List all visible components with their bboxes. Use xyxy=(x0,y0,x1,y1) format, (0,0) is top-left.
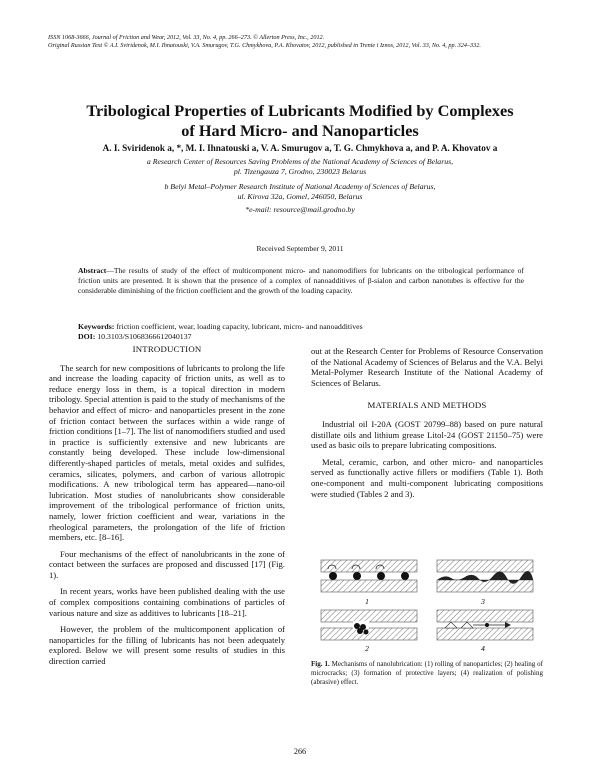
introduction-heading: INTRODUCTION xyxy=(132,344,202,354)
panel-4-polishing xyxy=(437,610,533,640)
abstract-label: Abstract xyxy=(78,266,107,275)
doi-label: DOI: xyxy=(78,332,96,342)
panel-label-2: 2 xyxy=(365,644,369,653)
affiliation-b-line-2: ul. Kirova 32a, Gomel, 246050, Belarus xyxy=(237,192,363,201)
paper-title xyxy=(60,101,540,141)
right-paragraph-0: out at the Research Center for Problems of Resource Conservation of the National Academy of Sciences of Belarus and the V.A. Belyi Metal-Polymer Research Institute of the National Academy of Sciences of Belarus. xyxy=(311,346,543,388)
caption-label: Fig. 1. xyxy=(311,660,330,668)
panel-label-1: 1 xyxy=(365,597,369,606)
keywords-block xyxy=(78,322,524,342)
keywords-text: friction coefficient, wear, loading capacity, lubricant, micro- and nanoadditives xyxy=(114,322,363,331)
methods-paragraph-1: Industrial oil I-20A (GOST 20799–88) based on pure natural distillate oils and lithium grease Litol-24 (GOST 21150–75) were used as basic oils to prepare lubricating compositions. xyxy=(311,418,543,451)
title-line-1: Tribological Properties of Lubricants Modified by Complexes xyxy=(86,101,514,120)
page-number: 266 xyxy=(293,747,307,756)
materials-methods-heading: MATERIALS AND METHODS xyxy=(367,400,487,411)
methods-paragraph-2: Metal, ceramic, carbon, and other micro- and nanoparticles served as functionally active fillers or modifiers (Table 1). Both one-component and multi-component lubricating compositions were studied (Tables 2 and 3). xyxy=(311,456,543,499)
left-column xyxy=(49,344,285,673)
header-line-1: ISSN 1068-3666, Journal of Friction and Wear, 2012, Vol. 33, No. 4, pp. 266–273. © Allerton Press, Inc., 2012. xyxy=(48,34,325,41)
panel-1-rolling xyxy=(321,560,417,592)
figure-caption xyxy=(311,660,543,687)
panel-label-3: 3 xyxy=(481,597,485,606)
intro-paragraph-3: In recent years, works have been published dealing with the use of complex compositions containing combinations of particles of various nature and size as additives to lubricants [18–21]. xyxy=(49,586,285,618)
intro-paragraph-4: However, the problem of the multicomponent application of nanoparticles for the filling of lubricants has not been adequately explored. Below we will present some results of studies in this direction carried xyxy=(49,624,285,667)
doi-text: 10.3103/S1068366612040137 xyxy=(95,332,192,342)
keywords-label: Keywords: xyxy=(78,322,115,331)
panel-2-healing xyxy=(321,610,417,640)
authors: A. I. Sviridenok a, *, M. I. Ihnatouski a, V. A. Smurugov a, T. G. Chmykhova a, and P. A. Khovatov a xyxy=(102,143,498,153)
panel-label-4: 4 xyxy=(481,644,485,653)
affiliation-a xyxy=(60,157,540,177)
intro-paragraph-2: Four mechanisms of the effect of nanolubricants in the zone of contact between the surfaces are proposed and discussed [17] (Fig. 1). xyxy=(49,548,285,580)
intro-paragraph-1: The search for new compositions of lubricants to prolong the life and increase the loading capacity of friction units, as well as to reduce energy loss in them, is a topical direction in modern tribology. Special attention is paid to the study of mechanisms of the behavior and effect of micro- and nanoparticles present in the zone of friction contact between the surfaces within a wide range of friction conditions [1–7]. The list of nanomodifiers studied and used in practice is sufficiently extensive and new lubricants are constantly being developed. These include low-dimensional differently-shaped particles of metals, metal oxides and sulfides, ceramics, silicates, polymers, and carbon of various allotropic modifications. A new tribological term has appeared—nano-oil lubrication. Most studies of nanolubricants show considerable improvement of the tribological performance of friction units, namely, lower friction coefficient and wear, variations in the rheological parameters, the prolongation of the life of friction members, etc. [8–16]. xyxy=(49,362,285,543)
affiliation-a-line-2: pl. Tizengauza 7, Grodno, 230023 Belarus xyxy=(233,167,367,176)
affiliation-b-line-1: b Belyi Metal–Polymer Research Institute of National Academy of Sciences of Belarus, xyxy=(164,182,436,191)
affiliation-a-line-1: a Research Center of Resources Saving Problems of the National Academy of Sciences of Belarus, xyxy=(146,157,454,166)
journal-header xyxy=(48,34,558,51)
figure-1 xyxy=(311,556,543,654)
panel-3-protective-layers xyxy=(437,560,533,592)
doi xyxy=(78,332,524,342)
received-date: Received September 9, 2011 xyxy=(256,244,344,253)
keywords xyxy=(78,322,524,332)
title-line-2: of Hard Micro- and Nanoparticles xyxy=(181,121,419,140)
affiliation-b xyxy=(60,182,540,202)
caption-text: Mechanisms of nanolubrication: (1) rolling of nanoparticles; (2) healing of microcracks; (3) formation of protective layers; (4) realization of polishing (abrasive) effect. xyxy=(311,660,543,686)
abstract xyxy=(78,266,524,297)
right-column xyxy=(311,346,543,505)
email: *e-mail: resource@mail.grodno.by xyxy=(245,205,355,214)
abstract-text: —The results of study of the effect of multicomponent micro- and nanomodifiers for lubricants on the tribological performance of friction units are presented. It is shown that the presence of a complex of nanoadditives of β-sialon and carbon nanotubes is effective for the considerable diminishing of the friction coefficient and the growth of the loading capacity. xyxy=(78,266,524,296)
header-line-2: Original Russian Text © A.I. Sviridenok, M.I. Ihnatouski, V.A. Smurugov, T.G. Chmykhova, P.A. Khovatov, 2012, published in Trenie i Iznos, 2012, Vol. 33, No. 4, pp. 324–332. xyxy=(48,42,481,50)
